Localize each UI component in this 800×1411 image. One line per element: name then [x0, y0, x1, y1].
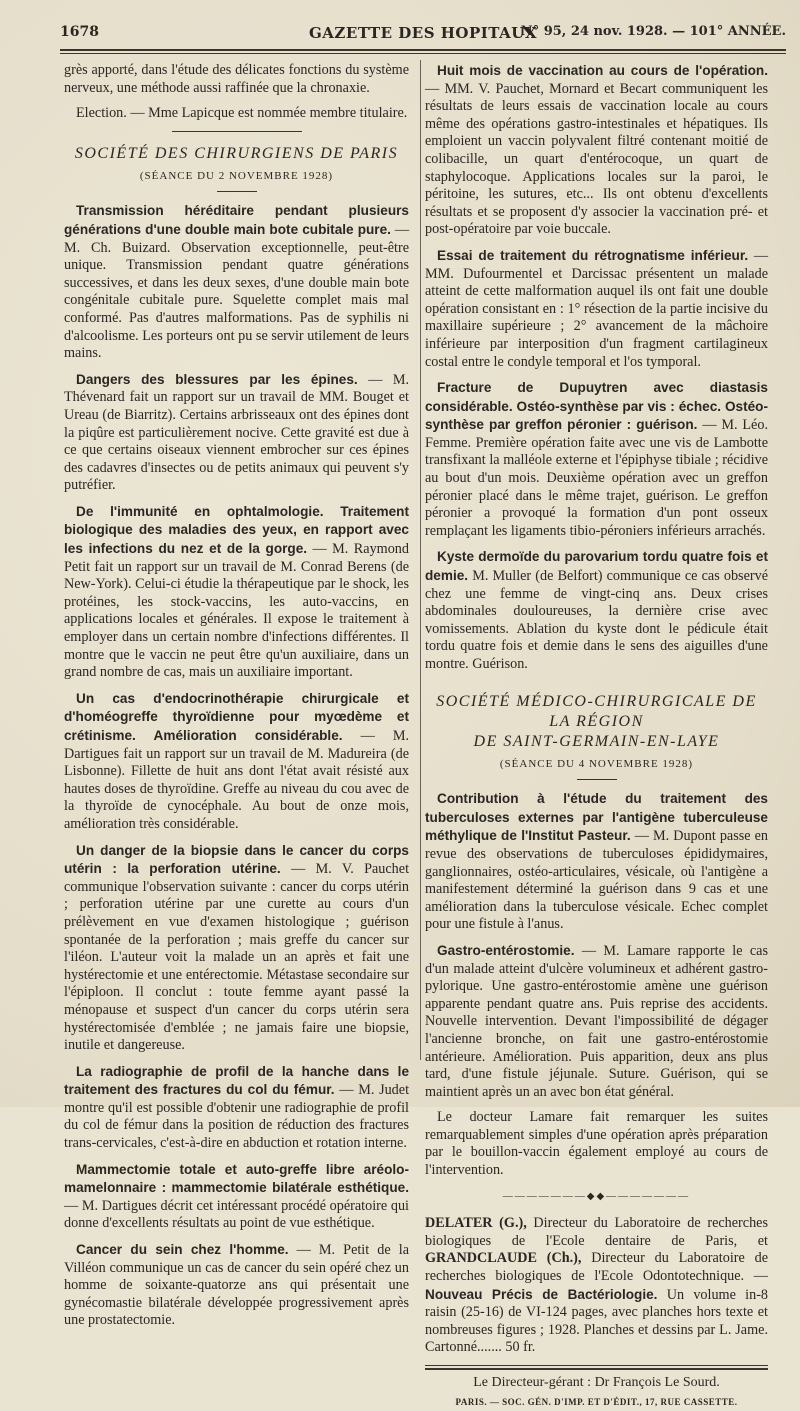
article [425, 790, 768, 934]
article-body: — MM. V. Pauchet, Mornard et Becart communiquent les résultats de leurs essais de vaccination locale au cours même des opérations gastro-intestinales et hépatiques. Ils emploient un vaccin polyvalent filtré contenant moitié de colibacille, un quart d'entérocoque, un quart de staphylocoque. Applications locales sur la paroi, le péritoine, les sutures, etc... Ils ont obtenu d'excellents résultats et se proposent d'y associer la vaccination pré- et post-opératoire par voie buccale. [425, 80, 768, 238]
article-title: Contribution à l'étude du traitement des tuberculoses externes par l'antigène tuberculeuse méthylique de l'Institut Pasteur. [425, 791, 768, 844]
article-body: — M. Judet montre qu'il est possible d'obtenir une radiographie de profil du col de fémur dans la position de réduction des fractures trans-cervicales, c'est-à-dire en abduction et rotation interne. [64, 1082, 410, 1152]
issue-info: N° 95, 24 nov. 1928. — 101° ANNÉE. [520, 24, 786, 39]
ad-text: Directeur du Laboratoire de recherches biologiques de l'Ecole Odontotechnique. — [425, 1250, 768, 1285]
article-title: Dangers des blessures par les épines. [76, 371, 358, 387]
article [64, 202, 409, 362]
article-body: — MM. Dufourmentel et Darcissac présentent un malade atteint de cette malformation auquel ils ont fait une double opération consistant en : 1° résection de la partie incisive du maxillaire supérieure ; 2° avancement de la mâchoire inférieure par interposition d'un fragment cartilagineux costal entre le condyle temporal et l'os tymporal. [425, 247, 769, 370]
header-rule-thin [60, 53, 786, 54]
society-heading: SOCIÉTÉ DES CHIRURGIENS DE PARIS [74, 144, 399, 162]
article-body: — M. Lamare rapporte le cas d'un malade atteint d'ulcère volumineux et adhérent gastro-pylorique. Une gastro-entérostomie amène une guérison apparente pendant quatre ans. Puis reprise des accidents. Nouvelle intervention. Devant l'impossibilité de dégager l'ancienne bronche, on fait une gastro-entérostomie antérieure. Amélioration. Puis apparition, deux ans plus tard, d'une fistule jéjunale. Suture. Guérison, qui se maintient après un an avec bon état général. [425, 942, 768, 1100]
ad-text: Directeur du Laboratoire de recherches biologiques de l'Ecole dentaire de Paris, et [425, 1215, 768, 1249]
article-body: — M. Dartigues fait un rapport sur un travail de M. Madureira (de Lisbonne). Fillette de huit ans dont l'état avait résisté aux hautes doses de thyroïdine. Greffe au niveau du cou avec de la thyroïde de cynocéphale. Au bout de onze mois, amélioration très considérable. [64, 728, 409, 832]
article [64, 1063, 409, 1153]
article [425, 62, 768, 239]
seance-date: (SÉANCE DU 2 NOVEMBRE 1928) [139, 169, 334, 182]
journal-title: GAZETTE DES HOPITAUX [308, 24, 537, 42]
article-title: Gastro-entérostomie. [437, 942, 575, 958]
society-heading [425, 692, 768, 752]
article-body: — M. Léo. Femme. Première opération faite avec une vis de Lambotte transfixant la malléole externe et l'épiphyse tibiale ; récidive au bout d'un mois. Deuxième opération avec un greffon péronier placé dans le même trajet, guérison. Le greffon péronier a provoqué la formation d'un pont osseux remplaçant les ligaments tibio-péroniers inférieurs arrachés. [425, 417, 768, 539]
article-body: — M. Dartigues décrit cet intéressant procédé opératoire qui donne d'excellents résultats au point de vue esthétique. [64, 1197, 409, 1232]
article-title: La radiographie de profil de la hanche dans le traitement des fractures du col du fémur. [64, 1063, 409, 1098]
article-body: — M. Dupont passe en revue des observations de tuberculoses épididymaires, ganglionnaires, ostéo-articulaires, vésicale, où l'antigène a manifestement déterminé la guérison dans 9 cas et une amélioration dans la tuberculose vésicale. Echec complet pour une fistule à l'anus. [425, 828, 768, 933]
page-header [60, 20, 786, 46]
right-column [425, 62, 768, 1411]
article [64, 842, 409, 1055]
article [425, 548, 768, 673]
article-body: M. Muller (de Belfort) communique ce cas observé chez une femme de vingt-cinq ans. Deux crises abdominales douloureuses, la dernière crise avec vomissements. Ablation du kyste dont le pédicule était tordu quatre fois et demie dans le sens des aiguilles d'une montre. Guérison. [425, 568, 768, 672]
section-rule [172, 131, 302, 132]
article-body: — M. Ch. Buizard. [64, 221, 409, 256]
article-title: De l'immunité en ophtalmologie. Traitement biologique des maladies des yeux, en rapport avec les infections du nez et de la gorge. [64, 503, 409, 557]
article-title: Huit mois de vaccination au cours de l'opération. [437, 63, 768, 78]
page-number: 1678 [60, 24, 99, 40]
short-rule [217, 191, 257, 192]
article-body: — M. Raymond Petit fait un rapport sur un travail de M. Conrad Berens (de New-York). Celui-ci étudie la thérapeutique par le shock, les protéines, les stock-vaccins, les auto-vaccins, en applications locales et générales. Il expose le traitement à employer dans un certain nombre d'infections différentes. Il montre que le vaccin ne peut être qu'un auxiliaire, dans un grand nombre de cas, mais un auxiliaire important. [64, 541, 409, 681]
society-heading-line: SOCIÉTÉ MÉDICO-CHIRURGICALE DE LA RÉGION [436, 692, 757, 730]
ornament-divider: ———————◆◆——————— [502, 1190, 691, 1202]
article [64, 1161, 409, 1233]
header-rule [60, 49, 786, 51]
column-divider [420, 60, 421, 1060]
book-advertisement [425, 1215, 768, 1357]
footer-rule [425, 1365, 768, 1366]
article-title: Un danger de la biopsie dans le cancer du corps utérin : la perforation utérine. [64, 842, 409, 877]
intro-paragraph: grès apporté, dans l'étude des délicates fonctions du système nerveux, une méthode aussi raffinée que la chronaxie. [64, 62, 409, 96]
article-title: Essai de traitement du rétrognatisme inférieur. [437, 247, 749, 263]
footer-rule-thick [425, 1368, 768, 1370]
article-continuation: Le docteur Lamare fait remarquer les suites remarquablement simples d'une opération après préparation par le bouillon-vaccin également employé au cours de l'intervention. [425, 1109, 768, 1179]
seance-date: (SÉANCE DU 4 NOVEMBRE 1928) [499, 757, 694, 770]
article [425, 379, 768, 540]
article-body: — M. V. Pauchet communique l'observation suivante : cancer du corps utérin ; perforation utérine par une curette au cours d'un prélèvement en vue d'examen histologique ; guérison spontanée de la perforation ; mais greffe du cancer sur l'iléon. L'auteur voit la malade un an après et fait une hystérectomie et une entérectomie. Métastase secondaire sur l'épiploon. Il conclut : toute femme ayant passé la ménopause et suspect d'un cancer du corps utérin sera hystérectomisée d'emblée ; ne jamais faire une biopsie, inutile et dangereuse. [64, 861, 410, 1054]
book-title: Nouveau Précis de Bactériologie. [425, 1286, 658, 1302]
article [64, 690, 409, 834]
left-column [64, 62, 409, 1338]
short-rule [577, 779, 617, 780]
article-title: Mammectomie totale et auto-greffe libre aréolo-mamelonnaire : mammectomie bilatérale esthétique. [64, 1161, 409, 1196]
election-paragraph: Election. — Mme Lapicque est nommée membre titulaire. [76, 105, 408, 122]
article-title: Transmission héréditaire pendant plusieurs générations d'une double main bote cubitale pure. [64, 203, 409, 237]
society-heading-line: DE SAINT-GERMAIN-EN-LAYE [473, 732, 720, 750]
article [64, 1241, 409, 1330]
article [64, 503, 409, 682]
article-body: Observation exceptionnelle, peut-être unique. Transmission pendant quatre générations successives, et dans les deux sexes, d'une double main bote congénitale cubitale pure. Squelette complet mais mal conformé. Pas d'autres malformations. Pas de syphilis ni d'alcoolisme. Les porteurs ont pu se servir utilement de leurs mains. [64, 239, 409, 362]
article [425, 247, 768, 371]
author-name: DELATER (G.), [425, 1215, 527, 1232]
printer-line: PARIS. — SOC. GÉN. D'IMP. ET D'ÉDIT., 17, RUE CASSETTE. [455, 1396, 738, 1407]
author-name: GRANDCLAUDE (Ch.), [425, 1250, 582, 1267]
article-title: Un cas d'endocrinothérapie chirurgicale et d'homéogreffe thyroïdienne pour myœdème et crétinisme. Amélioration considérable. [64, 690, 409, 743]
article-body: — M. Thévenard fait un rapport sur un travail de MM. Bouget et Ureau (de Biarritz). Certains arbrisseaux ont des épines dont la piqûre est particulièrement nocive. Cette gravité est due à ce que certains oiseaux viennent embrocher sur ces épines des cadavres d'insectes ou de petits animaux qui peuvent s'y putréfier. [64, 371, 410, 494]
article-body: — M. Petit de la Villéon communique un cas de cancer du sein opéré chez un homme de soixante-quatorze ans qui présentait une gynécomastie bilatérale développée progressivement après une prostatectomie. [64, 1242, 410, 1329]
article-title: Fracture de Dupuytren avec diastasis considérable. Ostéo-synthèse par vis : échec. Ostéo-synthèse par greffon péronier : guérison. [425, 380, 768, 433]
article-title: Cancer du sein chez l'homme. [76, 1242, 289, 1258]
article-title: Kyste dermoïde du parovarium tordu quatre fois et demie. [425, 549, 768, 584]
article [425, 942, 768, 1101]
article [64, 371, 409, 495]
director-line: Le Directeur-gérant : Dr François Le Sourd. [473, 1375, 720, 1390]
ad-text: Un volume in-8 raisin (25-16) de VI-124 pages, avec planches hors texte et nombreuses figures ; 1928. Planches et dessins par L. Jame. Cartonné....... 50 fr. [425, 1286, 769, 1356]
